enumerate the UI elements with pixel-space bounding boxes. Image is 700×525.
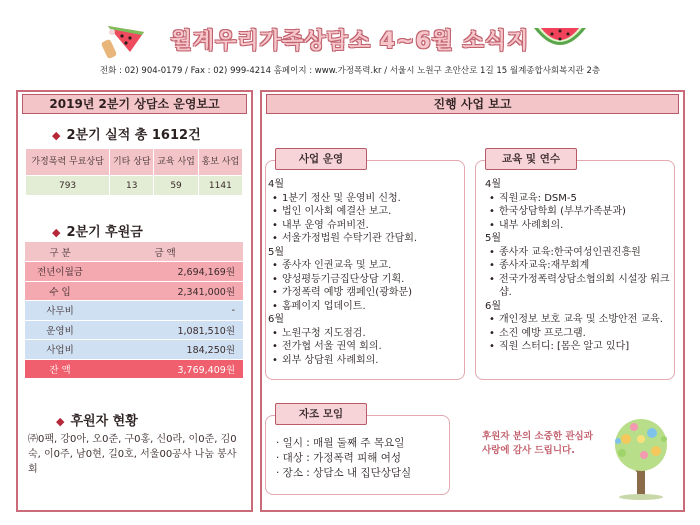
donation-row-label: 수 입 [25,281,95,301]
list-item: • 법인 이사회 예결산 보고. [268,205,463,219]
thanks-message: 후원자 분의 소중한 관심과 사랑에 감사 드립니다. [482,431,593,456]
donation-row-amount: - [95,301,243,321]
month-heading: 6월 [485,300,502,312]
item-list [485,313,670,354]
stats-label: 교육 사업 [154,149,198,176]
item-list [485,192,670,233]
donation-row-amount: 1,081,510원 [95,320,243,340]
item-list [268,259,463,313]
list-item: • 개인정보 보호 교육 및 소방안전 교육. [485,313,670,327]
watermelon-slice-icon [532,22,588,56]
donation-row-amount: 2,341,000원 [95,281,243,301]
donation-row-label: 사무비 [25,301,95,321]
watermelon-popsicle-icon [100,18,150,62]
list-item: • 종사자교육:재무회계 [485,259,670,273]
training-content [485,178,670,354]
stats-label: 가정폭력 무료상담 [26,149,110,176]
month-heading: 5월 [268,246,285,258]
operations-content [268,178,463,367]
donation-row-label: 운영비 [25,320,95,340]
list-item: • 직원 스터디: [몸은 알고 있다] [485,340,670,354]
self-help-line: · 장소 : 상담소 내 집단상담실 [276,467,412,479]
month-heading: 6월 [268,314,285,325]
donation-row-amount: 2,694,169원 [95,262,243,282]
item-list [268,327,463,368]
program-report-header: 진행 사업 보고 [266,94,679,114]
donation-row-label: 사업비 [25,340,95,360]
list-item: • 양성평등기금집단상담 기획. [268,273,463,287]
training-tab: 교육 및 연수 [485,148,577,170]
list-item: • 내부 운영 슈퍼비전. [268,219,463,233]
list-item: • 종사자 인권교육 및 보고. [268,259,463,273]
donors-title [56,410,138,429]
stats-table [25,148,243,196]
self-help-line: · 대상 : 가정폭력 피해 여성 [276,452,401,464]
list-item: • 한국상담학회 (부부가족분과) [485,205,670,219]
donation-row-label: 잔 액 [25,359,95,379]
list-item: • 종사자 교육:한국여성인권진흥원 [485,246,670,260]
list-item: • 1분기 정산 및 운영비 신청. [268,192,463,206]
tree-illustration [604,415,678,501]
donation-head-amount: 금 액 [95,242,243,262]
operations-tab: 사업 운영 [275,148,367,170]
self-help-content [276,436,446,481]
stats-value: 793 [26,176,110,196]
operations-report-header: 2019년 2분기 상담소 운영보고 [22,94,247,114]
diamond-bullet-icon: ◆ [52,226,61,239]
month-heading: 5월 [485,233,502,244]
self-help-tab: 자조 모임 [275,403,367,425]
stats-value: 59 [154,176,198,196]
list-item: • 전가협 서울 권역 회의. [268,340,463,354]
list-item: • 노원구청 지도점검. [268,327,463,341]
list-item: • 전국가정폭력상담소협의회 시설장 워크샵. [485,273,670,300]
donors-title-text: 후원자 현황 [70,414,138,429]
list-item: • 서울가정법원 수탁기관 간담회. [268,232,463,246]
month-heading: 4월 [268,179,285,190]
stats-title-text: 2분기 실적 총 1612건 [66,128,201,143]
donation-row-amount: 184,250원 [95,340,243,360]
stats-title [52,124,201,143]
month-heading: 4월 [485,179,502,190]
donation-row-label: 전년이월금 [25,262,95,282]
stats-value: 1141 [198,176,242,196]
self-help-line: · 일시 : 매월 둘째 주 목요일 [276,437,405,449]
list-item: • 직원교육: DSM-5 [485,192,670,206]
donation-row-amount: 3,769,409원 [95,359,243,379]
list-item: • 소진 예방 프로그램. [485,327,670,341]
donation-title-text: 2분기 후원금 [66,225,143,240]
list-item: • 가정폭력 예방 캠페인(광화문) [268,286,463,300]
list-item: • 외부 상담원 사례회의. [268,354,463,368]
stats-label: 기타 상담 [110,149,154,176]
list-item: • 홈페이지 업데이트. [268,300,463,314]
donation-head-label: 구 분 [25,242,95,262]
newsletter-title: 월계우리가족상담소 4~6월 소식지 [170,29,530,54]
donation-title [52,221,143,240]
list-item: • 내부 사례회의. [485,219,670,233]
stats-label: 홍보 사업 [198,149,242,176]
diamond-bullet-icon: ◆ [52,129,61,142]
item-list [485,246,670,300]
stats-value: 13 [110,176,154,196]
contact-info: 전화 : 02) 904-0179 / Fax : 02) 999-4214 홈페이지 : www.가정폭력.kr / 서울시 노원구 초안산로 1길 15 월계종합사회복지관 2층 [99,66,601,76]
donation-table [25,242,243,379]
diamond-bullet-icon: ◆ [56,415,65,428]
item-list [268,192,463,246]
donors-list: ㈜0팩, 강0아, 오0준, 구0홍, 신0라, 이0준, 김0숙, 이0주, 남0현, 길0호, 서울00공사 나눔 봉사회 [28,434,237,475]
